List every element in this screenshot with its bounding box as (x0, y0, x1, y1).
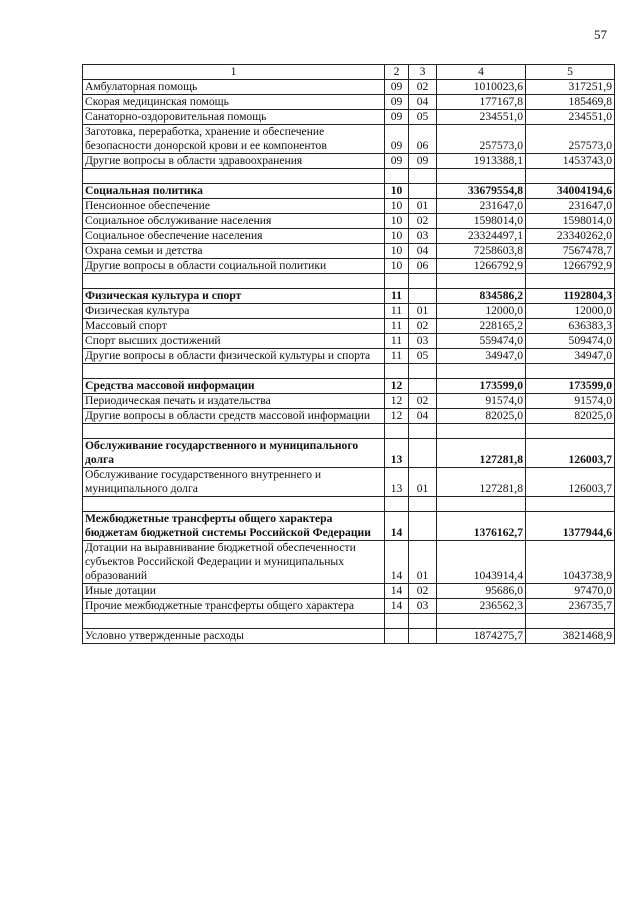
row-name-cell: Физическая культура (83, 304, 385, 319)
row-value-col4-cell: 7258603,8 (437, 244, 526, 259)
row-value-col5-cell: 1377944,6 (526, 512, 615, 541)
row-name-cell: Спорт высших достижений (83, 334, 385, 349)
empty-cell (83, 169, 385, 184)
table-row (83, 599, 615, 614)
row-value-col5-cell: 82025,0 (526, 409, 615, 424)
row-name-cell: Пенсионное обеспечение (83, 199, 385, 214)
empty-cell (83, 364, 385, 379)
row-name-cell: Средства массовой информации (83, 379, 385, 394)
row-name-cell: Другие вопросы в области социальной политики (83, 259, 385, 274)
row-section-cell: 09 (385, 80, 409, 95)
row-subsection-cell: 03 (409, 229, 437, 244)
blank-row (83, 274, 615, 289)
row-value-col4-cell: 33679554,8 (437, 184, 526, 199)
empty-cell (83, 614, 385, 629)
row-subsection-cell: 04 (409, 244, 437, 259)
row-subsection-cell: 06 (409, 125, 437, 154)
row-value-col5-cell: 231647,0 (526, 199, 615, 214)
header-col-5: 5 (526, 65, 615, 80)
row-name-cell: Физическая культура и спорт (83, 289, 385, 304)
row-section-cell: 11 (385, 349, 409, 364)
row-subsection-cell: 03 (409, 599, 437, 614)
empty-cell (409, 364, 437, 379)
blank-row (83, 614, 615, 629)
row-section-cell: 09 (385, 110, 409, 125)
row-value-col5-cell: 185469,8 (526, 95, 615, 110)
row-name-cell: Социальное обслуживание населения (83, 214, 385, 229)
row-value-col4-cell: 127281,8 (437, 468, 526, 497)
row-section-cell: 11 (385, 304, 409, 319)
row-value-col4-cell: 1376162,7 (437, 512, 526, 541)
row-value-col4-cell: 1598014,0 (437, 214, 526, 229)
row-subsection-cell (409, 184, 437, 199)
row-value-col4-cell: 34947,0 (437, 349, 526, 364)
row-section-cell: 12 (385, 394, 409, 409)
row-name-cell: Амбулаторная помощь (83, 80, 385, 95)
row-value-col5-cell: 7567478,7 (526, 244, 615, 259)
row-section-cell: 14 (385, 599, 409, 614)
row-value-col5-cell: 34947,0 (526, 349, 615, 364)
table-row (83, 584, 615, 599)
empty-cell (385, 614, 409, 629)
empty-cell (526, 497, 615, 512)
row-name-cell: Обслуживание государственного и муниципального долга (83, 439, 385, 468)
row-subsection-cell (409, 379, 437, 394)
row-subsection-cell: 01 (409, 468, 437, 497)
row-value-col5-cell: 236735,7 (526, 599, 615, 614)
row-section-cell: 14 (385, 512, 409, 541)
row-value-col4-cell: 236562,3 (437, 599, 526, 614)
row-subsection-cell: 06 (409, 259, 437, 274)
row-value-col5-cell: 91574,0 (526, 394, 615, 409)
row-section-cell: 13 (385, 439, 409, 468)
row-value-col5-cell: 1043738,9 (526, 541, 615, 584)
table-row (83, 319, 615, 334)
table-row (83, 394, 615, 409)
empty-cell (409, 614, 437, 629)
row-section-cell: 09 (385, 125, 409, 154)
section-total-row (83, 289, 615, 304)
row-section-cell: 10 (385, 244, 409, 259)
row-value-col5-cell: 126003,7 (526, 468, 615, 497)
row-section-cell: 10 (385, 229, 409, 244)
empty-cell (437, 169, 526, 184)
row-value-col4-cell: 234551,0 (437, 110, 526, 125)
row-value-col4-cell: 23324497,1 (437, 229, 526, 244)
row-name-cell: Социальное обеспечение населения (83, 229, 385, 244)
row-subsection-cell: 02 (409, 584, 437, 599)
table-row (83, 349, 615, 364)
row-value-col5-cell: 12000,0 (526, 304, 615, 319)
row-value-col5-cell: 257573,0 (526, 125, 615, 154)
row-value-col4-cell: 177167,8 (437, 95, 526, 110)
row-name-cell: Периодическая печать и издательства (83, 394, 385, 409)
row-value-col5-cell: 636383,3 (526, 319, 615, 334)
empty-cell (526, 169, 615, 184)
row-name-cell: Массовый спорт (83, 319, 385, 334)
row-subsection-cell: 02 (409, 394, 437, 409)
table-row (83, 334, 615, 349)
row-name-cell: Обслуживание государственного внутреннего и муниципального долга (83, 468, 385, 497)
row-value-col4-cell: 127281,8 (437, 439, 526, 468)
table-row (83, 629, 615, 644)
row-subsection-cell: 01 (409, 199, 437, 214)
table-row (83, 229, 615, 244)
row-subsection-cell: 04 (409, 95, 437, 110)
budget-table (82, 64, 615, 644)
table-row (83, 541, 615, 584)
row-value-col4-cell: 228165,2 (437, 319, 526, 334)
row-name-cell: Дотации на выравнивание бюджетной обеспеченности субъектов Российской Федерации и муниципальных образований (83, 541, 385, 584)
row-value-col5-cell: 97470,0 (526, 584, 615, 599)
row-value-col4-cell: 559474,0 (437, 334, 526, 349)
empty-cell (409, 497, 437, 512)
header-col-1: 1 (83, 65, 385, 80)
row-section-cell: 11 (385, 334, 409, 349)
row-name-cell: Охрана семьи и детства (83, 244, 385, 259)
row-subsection-cell: 02 (409, 319, 437, 334)
row-subsection-cell (409, 439, 437, 468)
row-section-cell: 14 (385, 541, 409, 584)
table-row (83, 214, 615, 229)
row-subsection-cell: 04 (409, 409, 437, 424)
row-section-cell: 10 (385, 214, 409, 229)
row-value-col4-cell: 1913388,1 (437, 154, 526, 169)
row-name-cell: Заготовка, переработка, хранение и обеспечение безопасности донорской крови и ее компонентов (83, 125, 385, 154)
empty-cell (437, 364, 526, 379)
row-name-cell: Социальная политика (83, 184, 385, 199)
row-name-cell: Прочие межбюджетные трансферты общего характера (83, 599, 385, 614)
row-value-col4-cell: 1874275,7 (437, 629, 526, 644)
row-value-col4-cell: 1010023,6 (437, 80, 526, 95)
row-section-cell: 11 (385, 319, 409, 334)
table-row (83, 125, 615, 154)
row-name-cell: Другие вопросы в области здравоохранения (83, 154, 385, 169)
row-value-col5-cell: 234551,0 (526, 110, 615, 125)
table-body (83, 80, 615, 644)
empty-cell (437, 497, 526, 512)
empty-cell (83, 497, 385, 512)
table-row (83, 468, 615, 497)
row-section-cell: 14 (385, 584, 409, 599)
header-col-2: 2 (385, 65, 409, 80)
row-name-cell: Межбюджетные трансферты общего характера бюджетам бюджетной системы Российской Федерации (83, 512, 385, 541)
empty-cell (83, 424, 385, 439)
row-value-col5-cell: 1192804,3 (526, 289, 615, 304)
empty-cell (526, 274, 615, 289)
row-value-col5-cell: 34004194,6 (526, 184, 615, 199)
empty-cell (409, 424, 437, 439)
row-name-cell: Другие вопросы в области средств массовой информации (83, 409, 385, 424)
row-section-cell: 12 (385, 409, 409, 424)
row-name-cell: Условно утвержденные расходы (83, 629, 385, 644)
table-row (83, 259, 615, 274)
row-value-col5-cell: 509474,0 (526, 334, 615, 349)
row-value-col5-cell: 126003,7 (526, 439, 615, 468)
blank-row (83, 364, 615, 379)
row-value-col5-cell: 3821468,9 (526, 629, 615, 644)
table-row (83, 409, 615, 424)
row-value-col4-cell: 12000,0 (437, 304, 526, 319)
row-value-col5-cell: 23340262,0 (526, 229, 615, 244)
empty-cell (83, 274, 385, 289)
row-name-cell: Иные дотации (83, 584, 385, 599)
row-subsection-cell: 01 (409, 304, 437, 319)
table-header-row (83, 65, 615, 80)
row-subsection-cell: 05 (409, 110, 437, 125)
table-row (83, 304, 615, 319)
header-col-3: 3 (409, 65, 437, 80)
row-value-col5-cell: 173599,0 (526, 379, 615, 394)
row-section-cell: 10 (385, 199, 409, 214)
row-subsection-cell: 02 (409, 214, 437, 229)
table-row (83, 95, 615, 110)
row-value-col4-cell: 257573,0 (437, 125, 526, 154)
section-total-row (83, 439, 615, 468)
empty-cell (437, 614, 526, 629)
row-name-cell: Другие вопросы в области физической культуры и спорта (83, 349, 385, 364)
table-row (83, 154, 615, 169)
section-total-row (83, 512, 615, 541)
empty-cell (385, 274, 409, 289)
row-section-cell: 09 (385, 154, 409, 169)
empty-cell (385, 364, 409, 379)
empty-cell (526, 364, 615, 379)
row-section-cell (385, 629, 409, 644)
empty-cell (385, 169, 409, 184)
row-value-col4-cell: 82025,0 (437, 409, 526, 424)
empty-cell (409, 274, 437, 289)
row-value-col4-cell: 173599,0 (437, 379, 526, 394)
empty-cell (526, 614, 615, 629)
blank-row (83, 169, 615, 184)
row-subsection-cell (409, 629, 437, 644)
row-section-cell: 13 (385, 468, 409, 497)
row-subsection-cell: 02 (409, 80, 437, 95)
row-value-col4-cell: 91574,0 (437, 394, 526, 409)
table-row (83, 244, 615, 259)
blank-row (83, 497, 615, 512)
empty-cell (385, 424, 409, 439)
row-value-col4-cell: 834586,2 (437, 289, 526, 304)
row-value-col5-cell: 317251,9 (526, 80, 615, 95)
row-value-col5-cell: 1453743,0 (526, 154, 615, 169)
row-subsection-cell (409, 512, 437, 541)
row-value-col4-cell: 1043914,4 (437, 541, 526, 584)
empty-cell (526, 424, 615, 439)
table-row (83, 110, 615, 125)
row-section-cell: 09 (385, 95, 409, 110)
header-col-4: 4 (437, 65, 526, 80)
row-subsection-cell: 05 (409, 349, 437, 364)
row-value-col5-cell: 1266792,9 (526, 259, 615, 274)
section-total-row (83, 184, 615, 199)
row-section-cell: 11 (385, 289, 409, 304)
section-total-row (83, 379, 615, 394)
table-row (83, 199, 615, 214)
empty-cell (409, 169, 437, 184)
blank-row (83, 424, 615, 439)
row-name-cell: Скорая медицинская помощь (83, 95, 385, 110)
row-section-cell: 12 (385, 379, 409, 394)
row-subsection-cell: 01 (409, 541, 437, 584)
empty-cell (437, 424, 526, 439)
row-name-cell: Санаторно-оздоровительная помощь (83, 110, 385, 125)
row-value-col4-cell: 231647,0 (437, 199, 526, 214)
row-value-col4-cell: 1266792,9 (437, 259, 526, 274)
row-value-col5-cell: 1598014,0 (526, 214, 615, 229)
row-subsection-cell: 09 (409, 154, 437, 169)
table-row (83, 80, 615, 95)
row-subsection-cell (409, 289, 437, 304)
page-number: 57 (594, 27, 607, 42)
row-subsection-cell: 03 (409, 334, 437, 349)
empty-cell (385, 497, 409, 512)
row-section-cell: 10 (385, 184, 409, 199)
empty-cell (437, 274, 526, 289)
row-section-cell: 10 (385, 259, 409, 274)
row-value-col4-cell: 95686,0 (437, 584, 526, 599)
